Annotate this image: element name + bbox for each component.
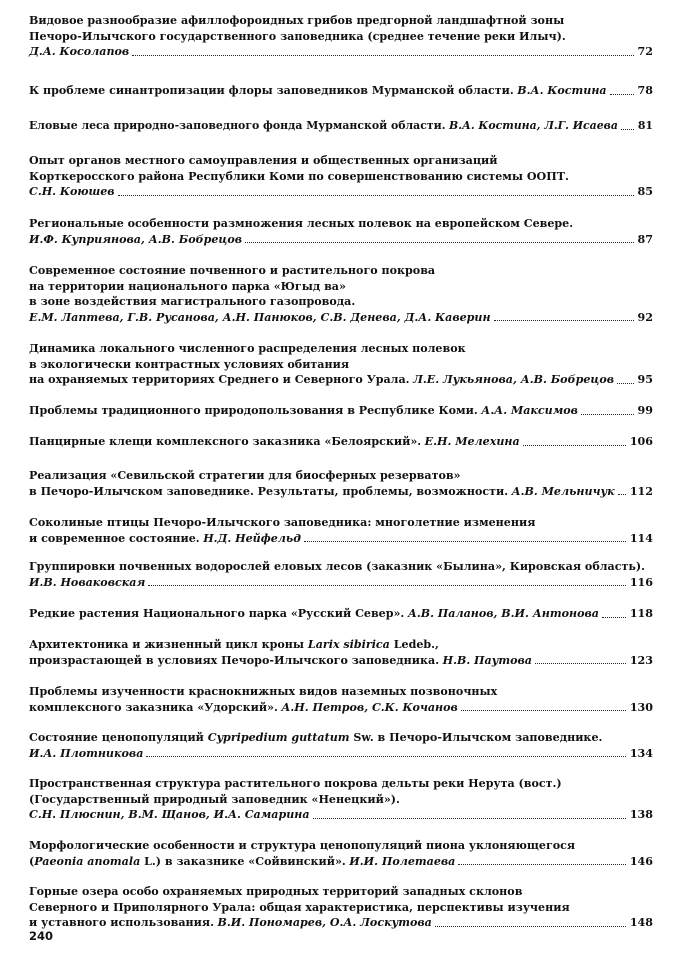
- entry-page-number: 123: [629, 653, 653, 667]
- dot-leader: [581, 414, 634, 415]
- entry-authors: А.Н. Петров, С.К. Кочанов: [281, 700, 458, 714]
- entry-authors: И.В. Новаковская: [29, 575, 146, 589]
- entry-title-line: Редкие растения Национального парка «Русский Север».: [29, 607, 405, 620]
- entry-page-number: 78: [637, 84, 653, 97]
- entry-authors: С.Н. Коюшев: [29, 185, 115, 198]
- entry-page-number: 87: [637, 232, 653, 246]
- entry-title-line: Корткеросского района Республики Коми по совершенствованию системы ООПТ.: [29, 169, 569, 183]
- contents-entry: [29, 884, 653, 931]
- entry-title-line: Реализация «Севильской стратегии для биосферных резерватов»: [29, 469, 461, 482]
- entry-authors: А.В. Мельничук: [511, 484, 615, 498]
- dot-leader: [494, 320, 634, 321]
- entry-title-line: Печоро-Илычского государственного заповедника (среднее течение реки Илыч).: [29, 29, 566, 43]
- dot-leader: [617, 383, 634, 384]
- entry-authors: Е.М. Лаптева, Г.В. Русанова, А.Н. Панюков, С.В. Денева, Д.А. Каверин: [29, 310, 491, 324]
- contents-entry: [29, 838, 653, 869]
- contents-entry: [29, 468, 653, 499]
- entry-title-line: Морфологические особенности и структура ценопопуляций пиона уклоняющегося: [29, 839, 576, 852]
- contents-entry: [29, 559, 653, 590]
- entry-title-line: Соколиные птицы Печоро-Илычского заповедника: многолетние изменения: [29, 516, 536, 529]
- contents-entry: [29, 403, 653, 419]
- dot-leader: [146, 756, 625, 757]
- entry-title-line: Опыт органов местного самоуправления и общественных организаций: [29, 154, 498, 167]
- contents-entry: [29, 606, 653, 622]
- entry-title-line: и современное состояние.: [29, 531, 200, 545]
- dot-leader: [118, 195, 634, 196]
- entry-page-number: 114: [629, 531, 653, 545]
- entry-page-number: 134: [629, 746, 653, 760]
- contents-entry: [29, 684, 653, 715]
- entry-title-line: в экологически контрастных условиях обитания: [29, 357, 350, 371]
- entry-title-line: на территории национального парка «Югыд ва»: [29, 279, 346, 293]
- entry-authors: И.А. Плотникова: [29, 746, 144, 760]
- dot-leader: [461, 710, 626, 711]
- dot-leader: [621, 129, 634, 130]
- entry-page-number: 106: [629, 435, 653, 448]
- contents-entry: [29, 118, 653, 134]
- entry-page-number: 118: [629, 607, 653, 620]
- contents-entry: [29, 434, 653, 450]
- entry-authors: Е.Н. Мелехина: [424, 435, 520, 448]
- entry-authors: С.Н. Плюснин, В.М. Щанов, И.А. Самарина: [29, 808, 310, 821]
- entry-title-line: Проблемы изученности краснокнижных видов наземных позвоночных: [29, 685, 498, 698]
- entry-authors: Л.Е. Лукьянова, А.В. Бобрецов: [413, 373, 615, 386]
- latin-species-name: Larix sibirica: [307, 638, 390, 651]
- dot-leader: [602, 617, 626, 618]
- entry-title-line: Панцирные клещи комплексного заказника «Белоярский».: [29, 435, 422, 448]
- dot-leader: [313, 818, 626, 819]
- entry-title-line: Региональные особенности размножения лесных полевок на европейском Севере.: [29, 217, 574, 230]
- entry-title-line: комплексного заказника «Удорский».: [29, 700, 278, 714]
- entry-page-number: 72: [637, 45, 653, 58]
- entry-page-number: 148: [629, 916, 653, 929]
- entry-title-line: Современное состояние почвенного и растительного покрова: [29, 264, 436, 277]
- entry-authors: В.А. Костина: [517, 84, 607, 97]
- contents-entry: [29, 515, 653, 546]
- entry-title-line: Архитектоника и жизненный цикл кроны Larix sibirica Ledeb.,: [29, 638, 439, 651]
- contents-entry: [29, 83, 653, 99]
- entry-authors: Д.А. Косолапов: [29, 45, 130, 58]
- entry-authors: А.В. Паланов, В.И. Антонова: [407, 607, 599, 620]
- entry-title-line: Проблемы традиционного природопользования в Республике Коми.: [29, 404, 478, 417]
- entry-page-number: 146: [629, 854, 653, 868]
- contents-entry: [29, 730, 653, 761]
- entry-authors: В.А. Костина, Л.Г. Исаева: [448, 119, 618, 132]
- entry-authors: А.А. Максимов: [481, 404, 578, 417]
- entry-authors: В.И. Пономарев, О.А. Лоскутова: [217, 916, 432, 929]
- entry-title-line: (Государственный природный заповедник «Ненецкий»).: [29, 792, 400, 806]
- entry-title-line: Северного и Приполярного Урала: общая характеристика, перспективы изучения: [29, 900, 570, 914]
- entry-title-line: Еловые леса природно-заповедного фонда Мурманской области.: [29, 119, 446, 132]
- entry-title-line: Горные озера особо охраняемых природных территорий западных склонов: [29, 885, 523, 898]
- entry-title-line: произрастающей в условиях Печоро-Илычского заповедника.: [29, 653, 440, 667]
- contents-entry: [29, 13, 653, 60]
- dot-leader: [535, 663, 626, 664]
- latin-species-name: Cypripedium guttatum: [207, 731, 350, 744]
- entry-authors: Н.В. Паутова: [442, 653, 532, 667]
- dot-leader: [132, 55, 633, 56]
- contents-entry: [29, 637, 653, 668]
- dot-leader: [458, 864, 625, 865]
- dot-leader: [523, 445, 626, 446]
- contents-entry: [29, 341, 653, 388]
- entry-title-line: Видовое разнообразие афиллофороидных грибов предгорной ландшафтной зоны: [29, 14, 565, 27]
- entry-title-line: Группировки почвенных водорослей еловых лесов (заказник «Былина», Кировская область).: [29, 560, 646, 573]
- dot-leader: [304, 541, 626, 542]
- dot-leader: [435, 926, 626, 927]
- entry-authors: Н.Д. Нейфельд: [203, 531, 301, 545]
- entry-title-line: в Печоро-Илычском заповеднике. Результаты, проблемы, возможности.: [29, 484, 509, 498]
- entry-page-number: 138: [629, 808, 653, 821]
- page-number: 240: [29, 929, 54, 943]
- entry-title-line: (Paeonia anomala L.) в заказнике «Сойвинский».: [29, 854, 346, 868]
- contents-entry: [29, 263, 653, 325]
- entry-page-number: 99: [637, 404, 653, 417]
- dot-leader: [245, 242, 634, 243]
- dot-leader: [610, 94, 634, 95]
- entry-title-line: в зоне воздействия магистрального газопровода.: [29, 295, 356, 308]
- dot-leader: [618, 494, 626, 495]
- entry-page-number: 112: [629, 484, 653, 498]
- contents-entry: [29, 216, 653, 247]
- entry-title-line: Состояние ценопопуляций Cypripedium guttatum Sw. в Печоро-Илычском заповеднике.: [29, 731, 603, 744]
- entry-page-number: 116: [629, 575, 653, 589]
- entry-title-line: на охраняемых территориях Среднего и Северного Урала.: [29, 373, 410, 386]
- entry-authors: И.И. Полетаева: [349, 854, 456, 868]
- dot-leader: [148, 585, 626, 586]
- latin-species-name: Paeonia anomala: [34, 854, 141, 868]
- entry-page-number: 85: [637, 185, 653, 198]
- entry-authors: И.Ф. Куприянова, А.В. Бобрецов: [29, 232, 243, 246]
- entry-page-number: 130: [629, 700, 653, 714]
- entry-page-number: 92: [637, 310, 653, 324]
- entry-page-number: 95: [637, 373, 653, 386]
- entry-title-line: К проблеме синантропизации флоры заповедников Мурманской области.: [29, 84, 514, 97]
- contents-entry: [29, 776, 653, 823]
- contents-entry: [29, 153, 653, 200]
- entry-page-number: 81: [637, 119, 653, 132]
- entry-title-line: Динамика локального численного распределения лесных полевок: [29, 342, 466, 355]
- entry-title-line: Пространственная структура растительного покрова дельты реки Нерута (вост.): [29, 777, 562, 790]
- entry-title-line: и уставного использования.: [29, 916, 214, 929]
